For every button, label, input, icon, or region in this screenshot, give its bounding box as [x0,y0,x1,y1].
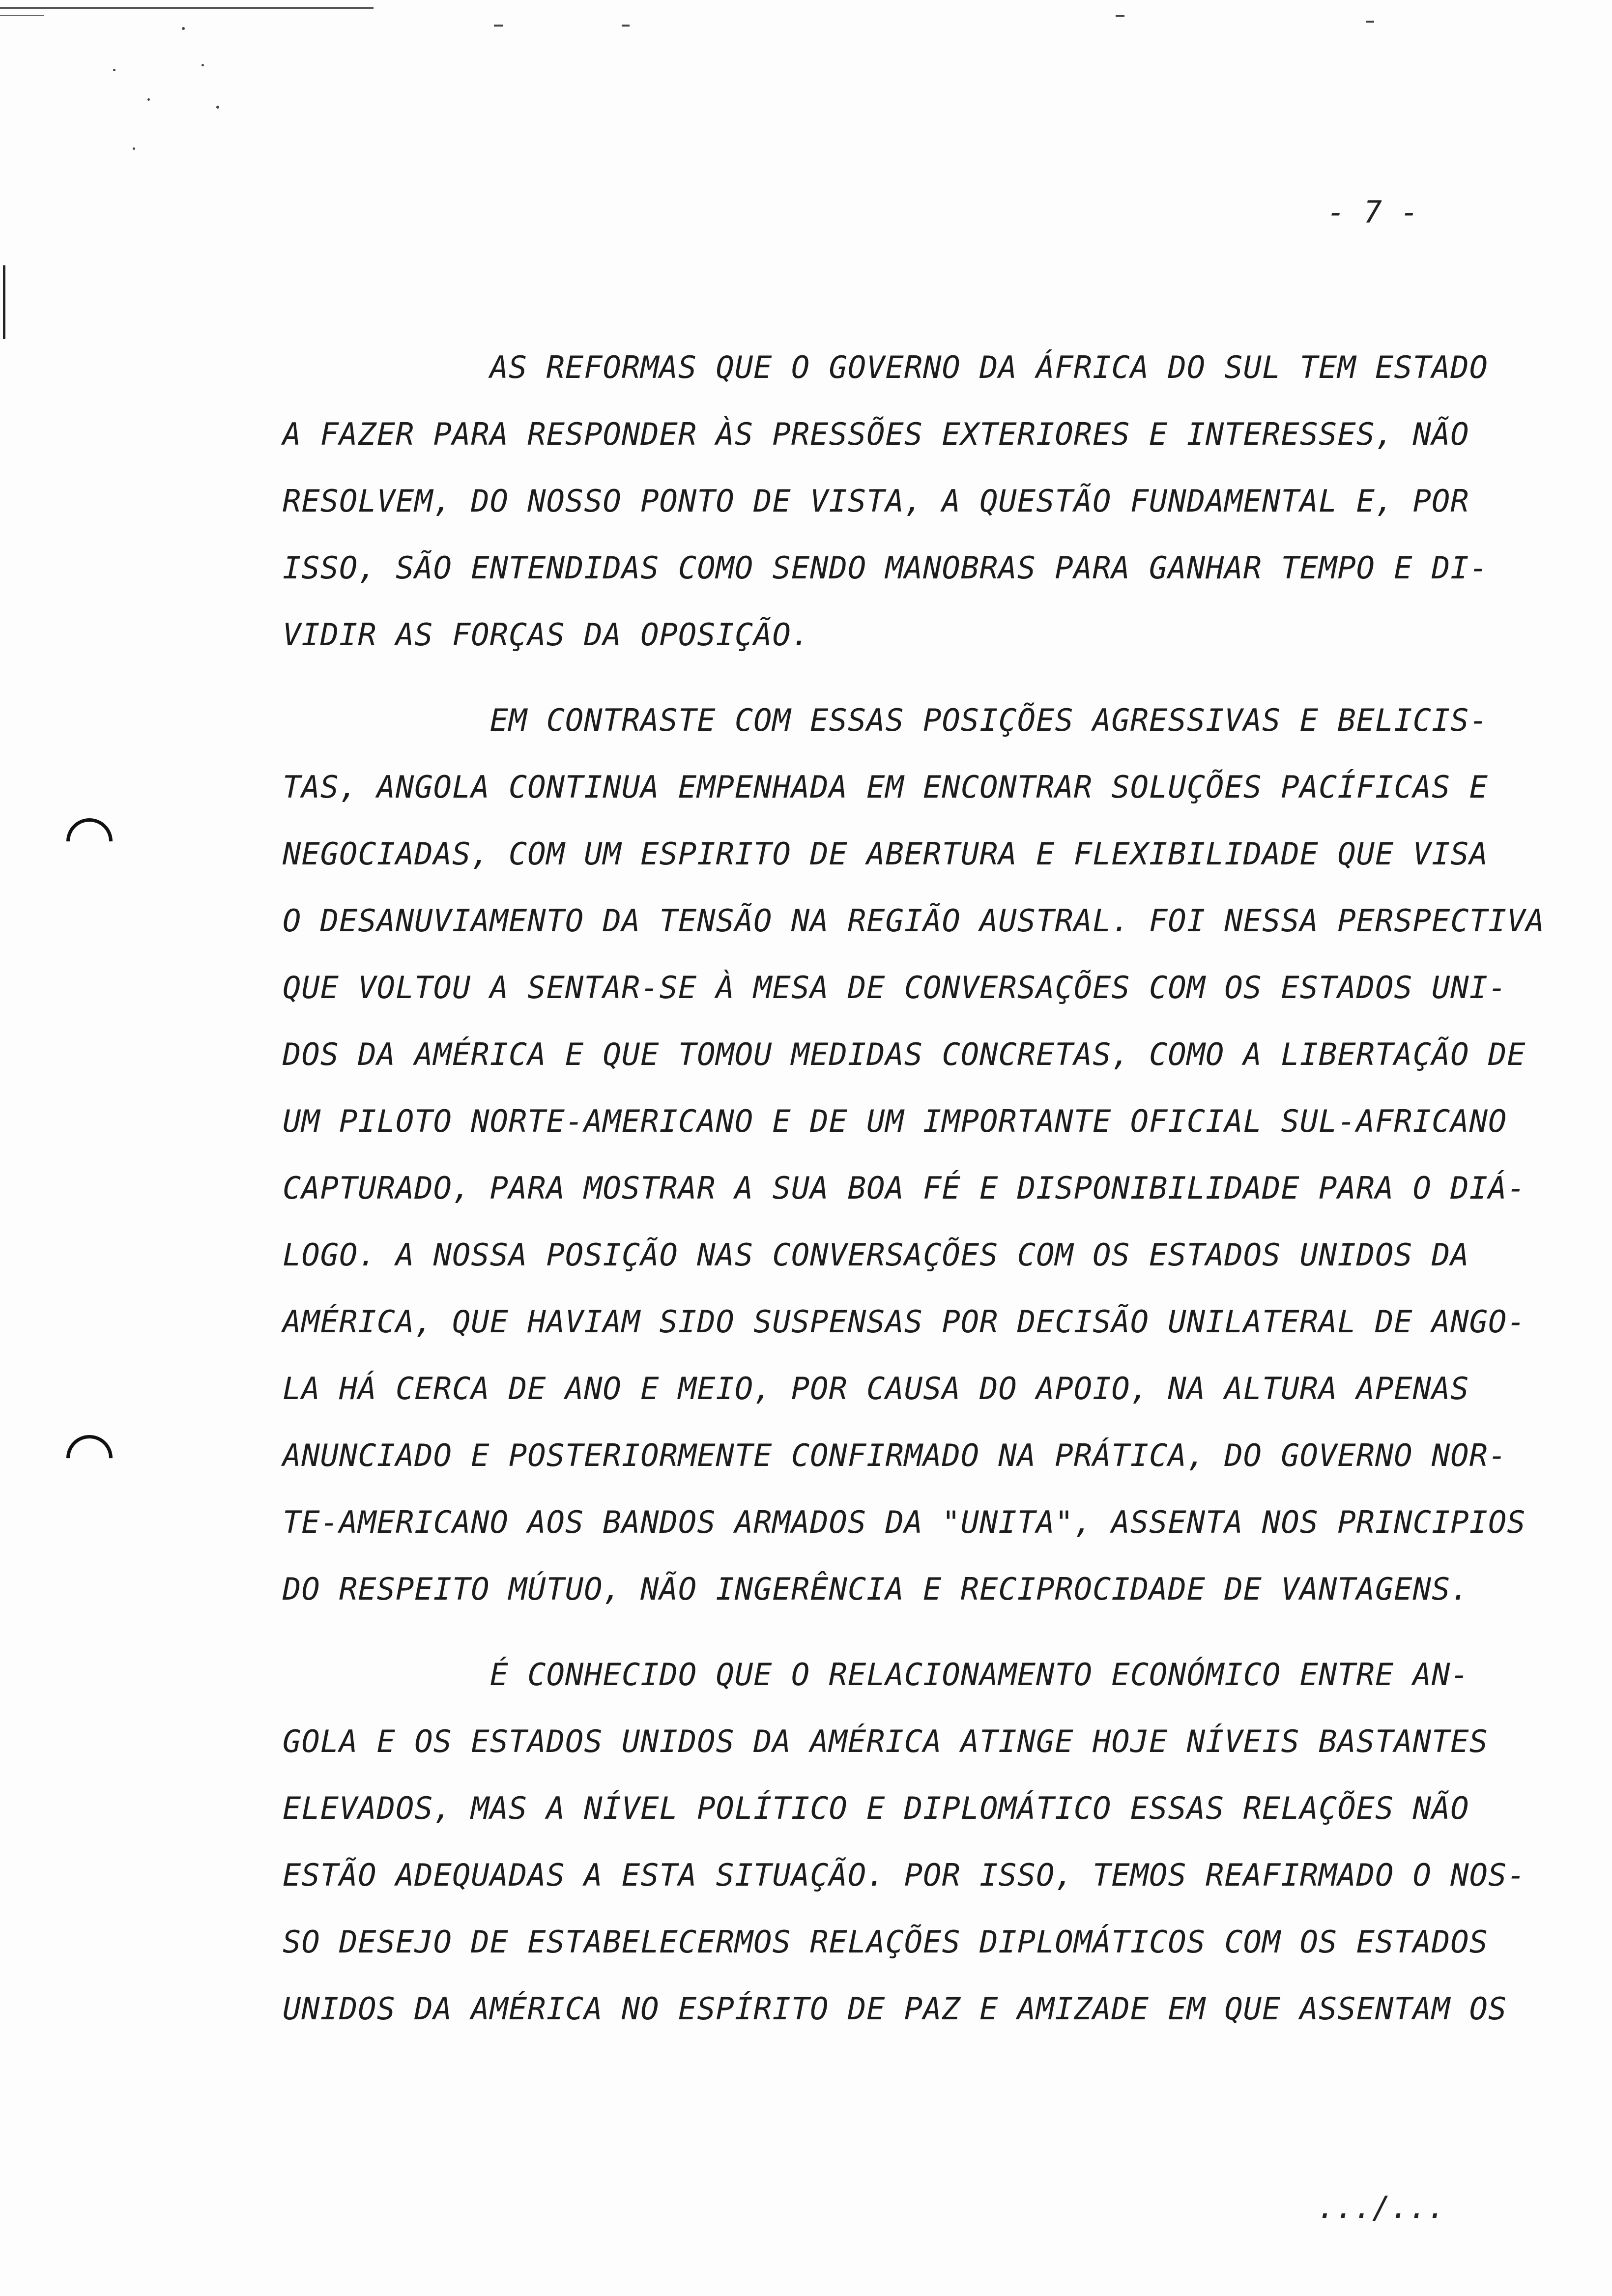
page-number: - 7 - [1327,194,1419,230]
paragraph-3-line-1: É CONHECIDO QUE O RELACIONAMENTO ECONÓMICO ENTRE AN- [283,1657,1469,1693]
scan-speck [182,27,185,30]
paragraph-2-line-10: AMÉRICA, QUE HAVIAM SIDO SUSPENSAS POR DECISÃO UNILATERAL DE ANGO- [283,1304,1526,1340]
scan-speck [202,64,204,66]
scan-left-edge-mark [3,265,5,339]
paragraph-2-line-11: LA HÁ CERCA DE ANO E MEIO, POR CAUSA DO APOIO, NA ALTURA APENAS [283,1371,1469,1406]
scan-speck [133,147,135,150]
punch-hole-mark [57,809,122,874]
paragraph-1-line-3: RESOLVEM, DO NOSSO PONTO DE VISTA, A QUESTÃO FUNDAMENTAL E, POR [283,483,1469,519]
paragraph-3-line-4: ESTÃO ADEQUADAS A ESTA SITUAÇÃO. POR ISSO, TEMOS REAFIRMADO O NOS- [283,1857,1526,1893]
paragraph-3-line-2: GOLA E OS ESTADOS UNIDOS DA AMÉRICA ATINGE HOJE NÍVEIS BASTANTES [283,1723,1488,1759]
continuation-mark: .../... [1317,2189,1446,2225]
scan-speck [1366,21,1374,23]
paragraph-1-line-4: ISSO, SÃO ENTENDIDAS COMO SENDO MANOBRAS PARA GANHAR TEMPO E DI- [283,550,1488,586]
paragraph-2-line-9: LOGO. A NOSSA POSIÇÃO NAS CONVERSAÇÕES COM OS ESTADOS UNIDOS DA [283,1237,1469,1273]
paragraph-2-line-7: UM PILOTO NORTE-AMERICANO E DE UM IMPORTANTE OFICIAL SUL-AFRICANO [283,1103,1507,1139]
paragraph-1-line-2: A FAZER PARA RESPONDER ÀS PRESSÕES EXTERIORES E INTERESSES, NÃO [283,416,1469,452]
scan-speck [494,25,503,27]
scan-speck [1116,15,1124,17]
punch-hole-mark [57,1426,122,1491]
paragraph-1-line-5: VIDIR AS FORÇAS DA OPOSIÇÃO. [283,617,810,653]
paragraph-gap [283,1623,1612,1641]
paragraph-2-line-5: QUE VOLTOU A SENTAR-SE À MESA DE CONVERSAÇÕES COM OS ESTADOS UNI- [283,970,1507,1005]
paragraph-1-line-1: AS REFORMAS QUE O GOVERNO DA ÁFRICA DO SUL TEM ESTADO [283,349,1488,385]
paragraph-2-line-8: CAPTURADO, PARA MOSTRAR A SUA BOA FÉ E DISPONIBILIDADE PARA O DIÁ- [283,1170,1526,1206]
paragraph-2-line-12: ANUNCIADO E POSTERIORMENTE CONFIRMADO NA PRÁTICA, DO GOVERNO NOR- [283,1437,1507,1473]
paragraph-2-line-14: DO RESPEITO MÚTUO, NÃO INGERÊNCIA E RECIPROCIDADE DE VANTAGENS. [283,1571,1469,1607]
paragraph-2-line-1: EM CONTRASTE COM ESSAS POSIÇÕES AGRESSIVAS E BELICIS- [283,702,1488,738]
scan-speck [622,25,630,27]
scan-speck [113,69,115,71]
paragraph-2-line-3: NEGOCIADAS, COM UM ESPIRITO DE ABERTURA E FLEXIBILIDADE QUE VISA [283,836,1488,872]
scan-speck [216,106,219,109]
scan-top-rule-short [0,15,44,16]
paragraph-2-line-6: DOS DA AMÉRICA E QUE TOMOU MEDIDAS CONCRETAS, COMO A LIBERTAÇÃO DE [283,1036,1526,1072]
paragraph-2-line-4: O DESANUVIAMENTO DA TENSÃO NA REGIÃO AUSTRAL. FOI NESSA PERSPECTIVA [283,903,1545,939]
paragraph-2-line-2: TAS, ANGOLA CONTINUA EMPENHADA EM ENCONTRAR SOLUÇÕES PACÍFICAS E [283,769,1488,805]
paragraph-3-line-6: UNIDOS DA AMÉRICA NO ESPÍRITO DE PAZ E AMIZADE EM QUE ASSENTAM OS [283,1991,1507,2027]
paragraph-3-line-5: SO DESEJO DE ESTABELECERMOS RELAÇÕES DIPLOMÁTICOS COM OS ESTADOS [283,1924,1488,1960]
paragraph-gap [283,668,1612,687]
paragraph-3-line-3: ELEVADOS, MAS A NÍVEL POLÍTICO E DIPLOMÁTICO ESSAS RELAÇÕES NÃO [283,1790,1469,1826]
scan-top-rule [0,7,374,9]
scan-speck [147,98,150,101]
document-body [283,334,1612,2042]
paragraph-2-line-13: TE-AMERICANO AOS BANDOS ARMADOS DA "UNITA", ASSENTA NOS PRINCIPIOS [283,1504,1526,1540]
